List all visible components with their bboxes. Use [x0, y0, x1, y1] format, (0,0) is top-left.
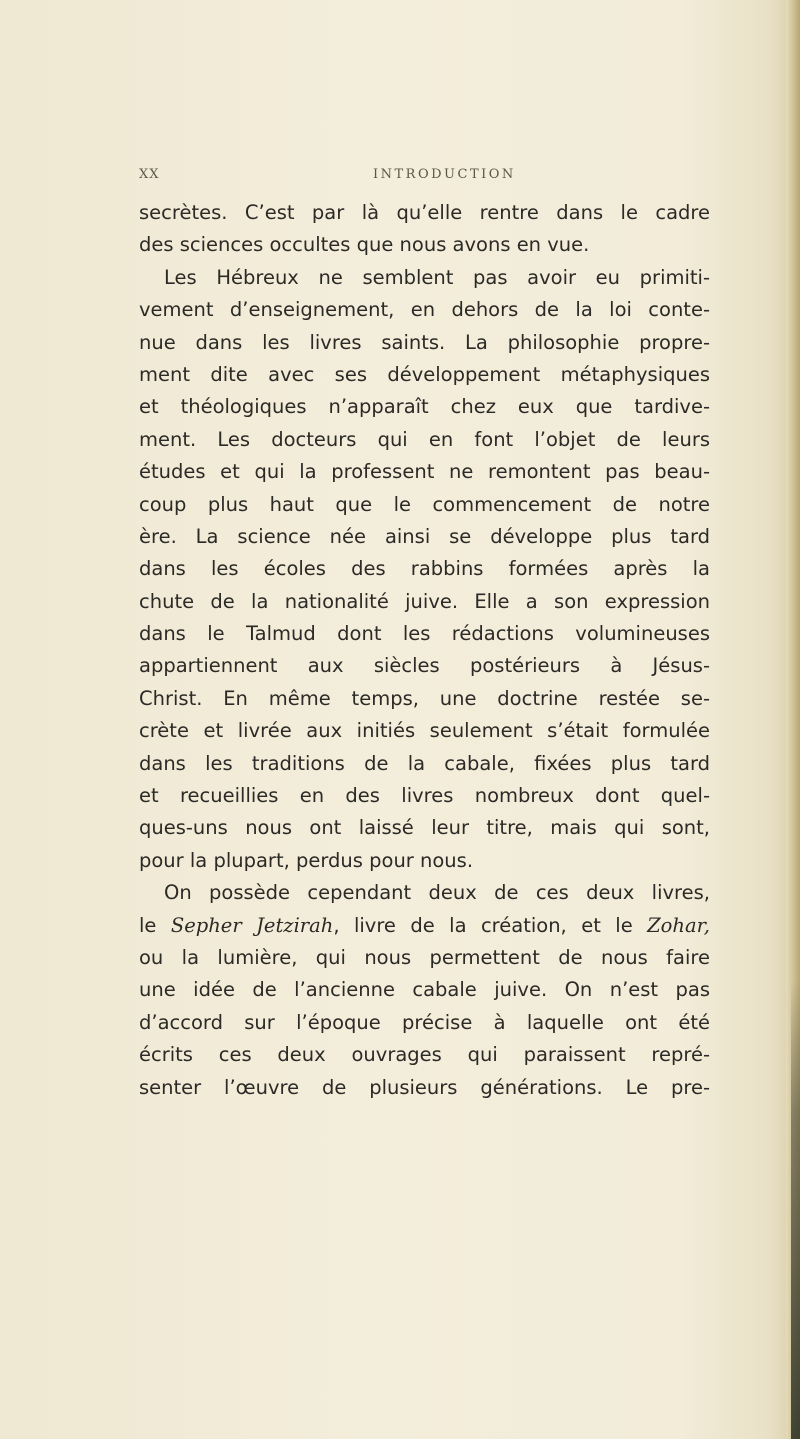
- text-line: senter l’œuvre de plusieurs générations. Le pre-: [139, 1075, 710, 1099]
- text-line: chute de la nationalité juive. Elle a son expression: [139, 589, 710, 613]
- text-line-with-titles: [139, 910, 710, 942]
- text-line: crète et livrée aux initiés seulement s’était formulée: [139, 719, 710, 743]
- page-number: XX: [139, 167, 160, 182]
- text-line: ment. Les docteurs qui en font l’objet de leurs: [139, 427, 710, 451]
- book-title-sepher-jetzirah: Sepher Jetzirah: [170, 913, 334, 937]
- body-text: [139, 197, 710, 1104]
- text-line: vement d’enseignement, en dehors de la loi conte-: [139, 298, 710, 322]
- paragraph-start-line: Les Hébreux ne semblent pas avoir eu primiti-: [164, 265, 710, 289]
- text-line: ou la lumière, qui nous permettent de nous faire: [139, 945, 710, 969]
- paragraph-start-line: On possède cependant deux de ces deux livres,: [164, 881, 710, 905]
- text-line: d’accord sur l’époque précise à laquelle ont été: [139, 1010, 710, 1034]
- text-line: des sciences occultes que nous avons en vue.: [139, 233, 590, 257]
- text-line: dans le Talmud dont les rédactions volumineuses: [139, 622, 710, 646]
- book-title-zohar: Zohar,: [647, 913, 710, 937]
- running-title: INTRODUCTION: [373, 167, 516, 182]
- text-line: pour la plupart, perdus pour nous.: [139, 848, 474, 872]
- text-line: appartiennent aux siècles postérieurs à Jésus-: [139, 654, 710, 678]
- text-line: une idée de l’ancienne cabale juive. On n’est pas: [139, 978, 710, 1002]
- text-line: études et qui la professent ne remontent pas beau-: [139, 460, 710, 484]
- text-line: nue dans les livres saints. La philosophie propre-: [139, 330, 710, 354]
- text-line: et recueillies en des livres nombreux dont quel-: [139, 784, 710, 808]
- text-line: coup plus haut que le commencement de notre: [139, 492, 710, 516]
- text-line: secrètes. C’est par là qu’elle rentre dans le cadre: [139, 201, 710, 224]
- text-line: ère. La science née ainsi se développe plus tard: [139, 524, 710, 548]
- text-line: et théologiques n’apparaît chez eux que tardive-: [139, 395, 710, 419]
- text-fragment: , livre de la création, et le: [333, 913, 648, 937]
- text-line: dans les écoles des rabbins formées après la: [139, 557, 710, 581]
- page-header: [0, 163, 800, 187]
- text-line: ques-uns nous ont laissé leur titre, mais qui sont,: [139, 816, 710, 840]
- page-edge-shadow: [791, 980, 800, 1439]
- text-fragment: le: [139, 913, 171, 937]
- text-line: ment dite avec ses développement métaphysiques: [139, 362, 710, 386]
- text-line: Christ. En même temps, une doctrine restée se-: [139, 686, 710, 710]
- text-line: écrits ces deux ouvrages qui paraissent repré-: [139, 1043, 710, 1067]
- text-line: dans les traditions de la cabale, fixées plus tard: [139, 751, 710, 775]
